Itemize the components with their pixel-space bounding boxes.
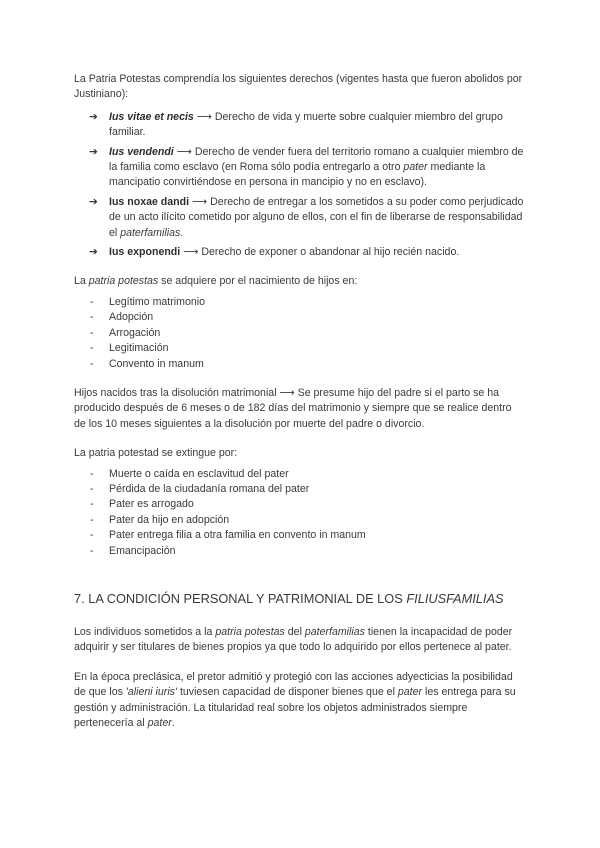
section-paragraph-1: Los individuos sometidos a la patria potestas del paterfamilias tienen la incapacidad de poder adquirir y ser titulares de bienes propios ya que todo lo adquirido por ellos pertenece al pater. bbox=[74, 625, 513, 654]
right-term: Ius vitae et necis bbox=[109, 110, 194, 123]
list-item bbox=[74, 245, 526, 260]
right-term: Ius exponendi bbox=[109, 246, 181, 259]
list-item: - Legitimación bbox=[90, 342, 169, 355]
right-desc-em: pater bbox=[403, 161, 428, 174]
right-term: Ius vendendi bbox=[109, 145, 174, 158]
children-paragraph: Hijos nacidos tras la disolución matrimonial ⟶ Se presume hijo del padre si el parto se ha producido después de 6 meses o de 182 días del matrimonio y siempre que se realice dentro de los 10 meses siguientes a la disolución por muerte del padre o divorcio. bbox=[74, 386, 512, 430]
arrow-icon: ➔ bbox=[89, 246, 98, 259]
list-item: - Pérdida de la ciudadanía romana del pater bbox=[90, 482, 310, 495]
inline-arrow-icon: ⟶ bbox=[176, 145, 192, 158]
section-heading: 7. LA CONDICIÓN PERSONAL Y PATRIMONIAL DE LOS FILIUSFAMILIAS bbox=[74, 590, 504, 606]
list-item: - Pater es arrogado bbox=[90, 498, 194, 511]
right-desc-after: . bbox=[180, 226, 184, 239]
document-content bbox=[74, 72, 526, 731]
list-item: - Pater da hijo en adopción bbox=[90, 513, 230, 526]
list-item: - Emancipación bbox=[90, 544, 176, 557]
right-term: Ius noxae dandi bbox=[109, 195, 190, 208]
rights-intro: La Patria Potestas comprendía los siguientes derechos (vigentes hasta que fueron abolidos por Justiniano): bbox=[74, 73, 523, 101]
right-desc: Derecho de exponer o abandonar al hijo recién nacido. bbox=[201, 246, 460, 259]
inline-arrow-icon: ⟶ bbox=[196, 110, 212, 123]
right-desc-em: paterfamilias bbox=[120, 226, 181, 239]
list-item: - Muerte o caída en esclavitud del pater bbox=[90, 467, 289, 480]
list-item: - Legítimo matrimonio bbox=[90, 295, 205, 308]
extinguish-list bbox=[74, 467, 526, 559]
list-item bbox=[74, 195, 526, 241]
arrow-icon: ➔ bbox=[89, 145, 98, 158]
list-item: - Arrogación bbox=[90, 326, 161, 339]
right-desc-after: mediante la mancipatio convirtiéndose en persona in mancipio y no en esclavo). bbox=[109, 161, 486, 189]
acquire-intro: La patria potestas se adquiere por el nacimiento de hijos en: bbox=[74, 275, 358, 288]
list-item bbox=[74, 110, 526, 141]
right-desc: Derecho de vender fuera del territorio romano a cualquier miembro de la familia como esclavo (en Roma sólo podía entregarlo a otro bbox=[109, 145, 524, 174]
inline-arrow-icon: ⟶ bbox=[192, 195, 208, 208]
arrow-icon: ➔ bbox=[89, 110, 98, 123]
list-item bbox=[74, 145, 526, 191]
list-item: - Pater entrega filia a otra familia en convento in manum bbox=[90, 529, 366, 542]
section-paragraph-2: En la época preclásica, el pretor admitió y protegió con las acciones adyecticias la posibilidad de que los 'alieni iuris' tuviesen capacidad de disponer bienes que el pater les entrega para su gestión y administración. La titularidad real sobre los objetos administrados siempre pertenecería al pater. bbox=[74, 670, 516, 729]
right-desc: Derecho de entregar a los sometidos a su poder como perjudicado de un acto ilícito cometido por alguno de ellos, con el fin de liberarse de responsabilidad el bbox=[109, 195, 524, 239]
rights-list bbox=[74, 110, 526, 261]
list-item: - Adopción bbox=[90, 311, 154, 324]
list-item: - Convento in manum bbox=[90, 357, 204, 370]
right-desc: Derecho de vida y muerte sobre cualquier miembro del grupo familiar. bbox=[109, 110, 503, 139]
extinguish-intro: La patria potestad se extingue por: bbox=[74, 447, 238, 460]
inline-arrow-icon: ⟶ bbox=[279, 386, 295, 399]
inline-arrow-icon: ⟶ bbox=[183, 246, 199, 259]
arrow-icon: ➔ bbox=[89, 195, 98, 208]
acquire-list bbox=[74, 295, 526, 372]
